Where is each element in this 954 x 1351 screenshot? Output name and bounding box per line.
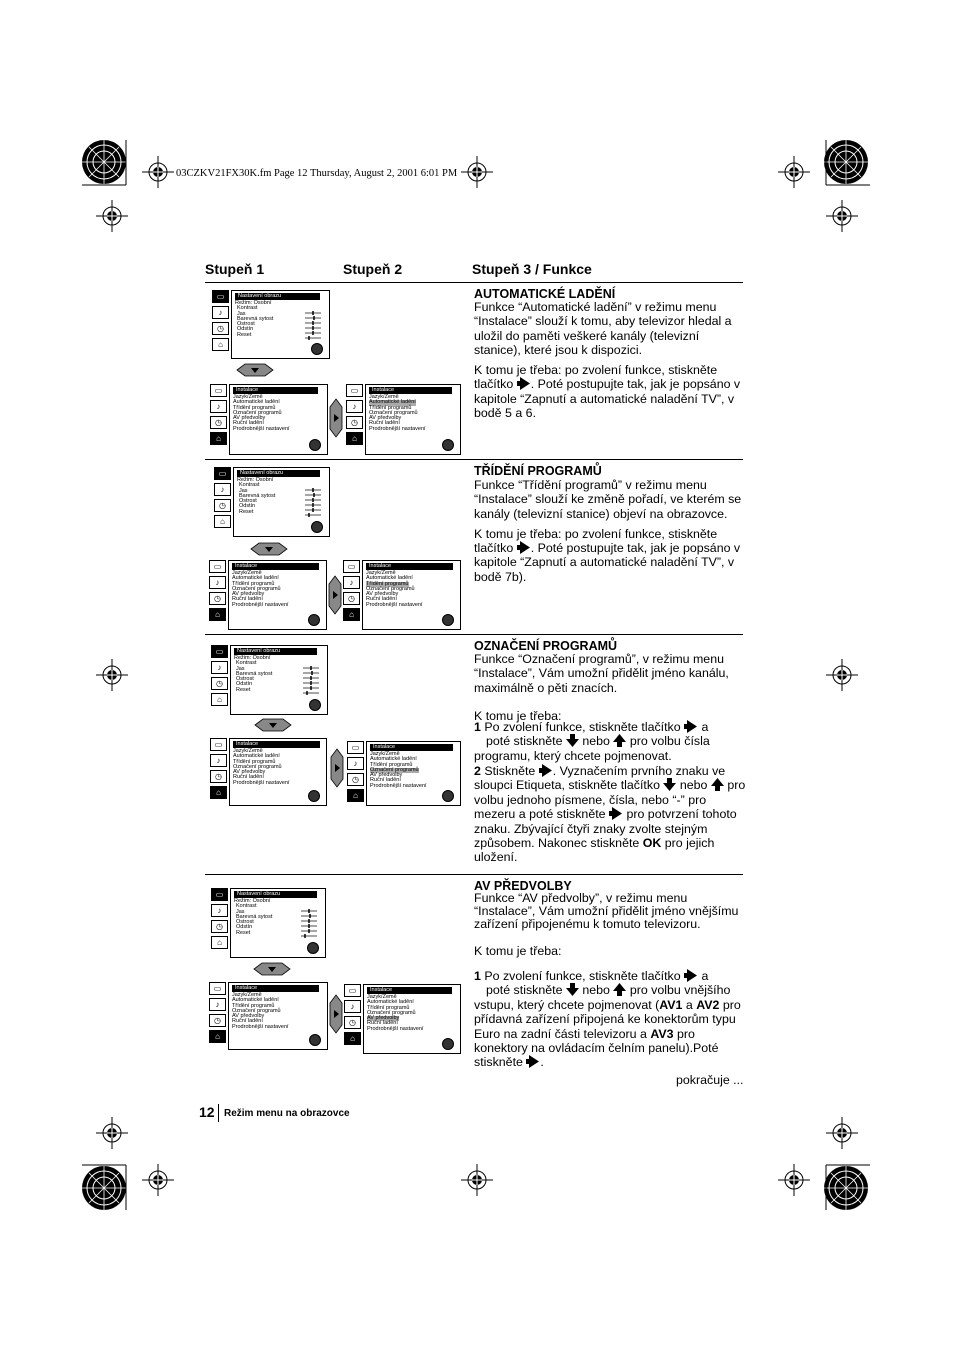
menu-item-highlighted: AV předvolby xyxy=(367,1015,400,1022)
menu-item: Kontrast xyxy=(236,660,257,667)
ok-button-icon xyxy=(442,614,454,626)
section-title: OZNAČENÍ PROGRAMŮ xyxy=(474,639,618,653)
menu-item: AV předvolby xyxy=(369,415,402,422)
menu-item: Odstín xyxy=(236,924,253,931)
text-span: a xyxy=(682,997,697,1012)
menu-item: Odstín xyxy=(239,503,256,510)
paragraph: Funkce “AV předvolby”, v režimu menu “Instalace”, Vám umožní přidělit jméno vnějšímu zařízení připojenému k tomuto televizoru. xyxy=(474,891,739,932)
menu-title: Nastavení obrazu xyxy=(234,891,317,898)
menu-item: Označení programů xyxy=(233,763,282,770)
right-arrow-icon xyxy=(684,969,698,982)
menu-item: Označení programů xyxy=(232,1007,281,1014)
menu-item: Automatické ladění xyxy=(367,999,414,1006)
text-span: pro přídavná zařízení připojená ke konektorům typu Euro na zadní části televizoru a xyxy=(474,997,741,1041)
av1-label: AV1 xyxy=(659,997,683,1012)
sound-icon: ♪ xyxy=(210,400,227,413)
toolbox-icon: ⌂ xyxy=(212,338,229,351)
menu-item: Ruční ladění xyxy=(233,774,264,781)
ok-button-icon xyxy=(308,790,320,802)
ok-button-icon xyxy=(442,1038,454,1050)
timer-icon: ◷ xyxy=(209,1014,226,1027)
menu-item: Prodrobnější nastavení xyxy=(232,601,289,608)
menu-item: Označení programů xyxy=(367,1009,416,1016)
text-span: nebo xyxy=(676,778,708,793)
menu-item: Ruční ladění xyxy=(366,596,397,603)
menu-item: Třídění programů xyxy=(232,580,275,587)
menu-item: Automatické ladění xyxy=(232,997,279,1004)
text-span: . Poté postupujte tak, jak je popsáno v kapitole “Zapnutí a automatické naladění TV”, v bodě 5 a 6. xyxy=(474,377,741,421)
paragraph xyxy=(474,527,746,584)
picture-icon: ▭ xyxy=(347,741,364,754)
menu-item: Barevná sytost xyxy=(239,492,276,499)
menu-item: Ruční ladění xyxy=(232,596,263,603)
menu-item: Ostrost xyxy=(236,676,254,683)
toolbox-icon: ⌂ xyxy=(344,1032,361,1045)
text-span: pro jejich uložení. xyxy=(474,836,715,865)
timer-icon: ◷ xyxy=(346,416,363,429)
toolbox-icon: ⌂ xyxy=(346,432,363,445)
down-navigation-icon xyxy=(235,362,275,378)
ok-button-icon xyxy=(308,614,320,626)
menu-item: Ostrost xyxy=(236,919,254,926)
menu-item: Ruční ladění xyxy=(369,420,400,427)
menu-title: Instalace xyxy=(233,387,318,394)
menu-item: Ruční ladění xyxy=(232,1018,263,1025)
menu-item: Automatické ladění xyxy=(366,575,413,582)
sound-icon: ♪ xyxy=(347,757,364,770)
step-2 xyxy=(474,764,746,865)
text-span: pro potvrzení tohoto znaku. Zbývající čtyři znaky zvolte stejným způsobem. Nakonec stiskněte xyxy=(474,807,737,851)
toolbox-icon: ⌂ xyxy=(210,432,227,445)
menu-item: Ostrost xyxy=(239,498,257,505)
picture-icon: ▭ xyxy=(346,384,363,397)
ok-button-icon xyxy=(442,439,454,451)
menu-item: Třídění programů xyxy=(370,761,413,768)
ok-button-icon xyxy=(309,1034,321,1046)
menu-item: Třídění programů xyxy=(233,404,276,411)
picture-icon: ▭ xyxy=(214,467,231,480)
down-navigation-icon xyxy=(252,961,292,977)
menu-item: Režim: Osobní xyxy=(237,477,274,483)
text-span: nebo xyxy=(578,734,610,749)
menu-item: Ruční ladění xyxy=(233,420,264,427)
level-bars xyxy=(301,909,317,941)
step-number: 2 xyxy=(474,764,481,778)
right-navigation-icon xyxy=(329,748,345,788)
menu-item: Jas xyxy=(236,665,245,672)
text-span: poté stiskněte xyxy=(486,734,563,749)
footer-divider xyxy=(218,1104,219,1122)
toolbox-icon: ⌂ xyxy=(211,693,228,706)
menu-item: Třídění programů xyxy=(233,758,276,765)
text-span: pro konektory na ovládacím čelním panelu).Poté stiskněte xyxy=(474,1026,719,1070)
menu-item: Prodrobnější nastavení xyxy=(366,601,423,608)
sound-icon: ♪ xyxy=(209,576,226,589)
menu-item: Barevná sytost xyxy=(236,670,273,677)
menu-item: Reset xyxy=(236,686,251,693)
toolbox-icon: ⌂ xyxy=(211,936,228,949)
right-arrow-icon xyxy=(609,807,623,820)
menu-item: Třídění programů xyxy=(369,404,412,411)
paragraph: Funkce “Třídění programů” v režimu menu “Instalace” slouží ke změně pořadí, ve kterém se kanály (televizní stanice) objeví na obrazovce. xyxy=(474,478,742,521)
picture-icon: ▭ xyxy=(211,645,228,658)
menu-item: Jas xyxy=(236,908,245,915)
menu-item: Jazyk/Země xyxy=(366,570,396,576)
text-span: . Poté postupujte tak, jak je popsáno v kapitole “Zapnutí a automatické naladění TV”, v bodě 7b). xyxy=(474,541,741,584)
timer-icon: ◷ xyxy=(210,770,227,783)
picture-icon: ▭ xyxy=(210,384,227,397)
section-body xyxy=(474,300,746,420)
menu-item: Reset xyxy=(236,929,251,936)
toolbox-icon: ⌂ xyxy=(210,786,227,799)
paragraph: K tomu je třeba: xyxy=(474,943,562,958)
menu-title: Instalace xyxy=(232,985,319,992)
up-arrow-icon xyxy=(711,778,724,791)
menu-item: AV předvolby xyxy=(232,1013,265,1020)
menu-item: Jazyk/Země xyxy=(370,751,400,757)
text-span: K tomu je třeba: po zvolení funkce, stiskněte tlačítko xyxy=(474,363,718,392)
picture-icon: ▭ xyxy=(343,560,360,573)
text-span: pro volbu čísla programu, který chcete pojmenovat. xyxy=(474,734,710,763)
right-arrow-icon xyxy=(539,764,553,777)
menu-item: Ruční ladění xyxy=(367,1020,398,1027)
text-span: nebo xyxy=(578,983,610,998)
menu-title: Instalace xyxy=(370,744,453,751)
menu-item: Režim: Osobní xyxy=(235,300,272,306)
menu-item: Kontrast xyxy=(239,482,260,489)
menu-item: Třídění programů xyxy=(367,1004,410,1011)
column-heading-step2: Stupeň 2 xyxy=(343,261,403,277)
text-span: Po zvolení funkce, stiskněte tlačítko xyxy=(480,969,681,983)
level-bars xyxy=(305,311,321,343)
menu-item: Jazyk/Země xyxy=(233,748,263,754)
right-arrow-icon xyxy=(517,377,531,390)
paragraph: K tomu je třeba: xyxy=(474,708,562,723)
text-span: Stiskněte xyxy=(480,764,536,778)
step-1 xyxy=(474,720,746,763)
menu-item: Reset xyxy=(239,508,254,515)
menu-item: Automatické ladění xyxy=(233,753,280,760)
menu-item: AV předvolby xyxy=(233,769,266,776)
right-arrow-icon xyxy=(684,720,698,733)
divider xyxy=(205,874,743,875)
menu-item: Automatické ladění xyxy=(370,756,417,763)
menu-item: Označení programů xyxy=(233,409,282,416)
menu-item: Jas xyxy=(237,310,246,317)
toolbox-icon: ⌂ xyxy=(343,608,360,621)
file-header: 03CZKV21FX30K.fm Page 12 Thursday, August 2, 2001 6:01 PM xyxy=(176,168,458,179)
sound-icon: ♪ xyxy=(210,754,227,767)
section-body xyxy=(474,892,746,958)
text-span: . Vyznačením prvního znaku ve sloupci Etiqueta, stiskněte tlačítko xyxy=(474,764,726,793)
text-span: a xyxy=(698,969,709,983)
ok-button-icon xyxy=(309,699,321,711)
picture-icon: ▭ xyxy=(344,984,361,997)
menu-item: Režim: Osobní xyxy=(234,898,271,904)
menu-item: Prodrobnější nastavení xyxy=(370,782,427,789)
text-span: pro volbu vnějšího vstupu, který chcete pojmenovat ( xyxy=(474,983,731,1012)
menu-item: Kontrast xyxy=(237,305,258,312)
menu-item: Prodrobnější nastavení xyxy=(233,779,290,786)
ok-button-icon xyxy=(307,942,319,954)
right-arrow-icon xyxy=(526,1055,540,1068)
step-number: 1 xyxy=(474,720,481,734)
menu-item-highlighted: Označení programů xyxy=(370,766,419,773)
sound-icon: ♪ xyxy=(212,306,229,319)
ok-button-icon xyxy=(442,790,454,802)
timer-icon: ◷ xyxy=(211,677,228,690)
menu-item: Automatické ladění xyxy=(232,575,279,582)
menu-item: Režim: Osobní xyxy=(234,655,271,661)
footer-section-name: Režim menu na obrazovce xyxy=(224,1108,350,1119)
menu-item: Jazyk/Země xyxy=(369,394,399,400)
menu-title: Nastavení obrazu xyxy=(235,293,320,300)
ok-button-icon xyxy=(311,343,323,355)
toolbox-icon: ⌂ xyxy=(209,608,226,621)
menu-title: Instalace xyxy=(232,563,319,570)
sound-icon: ♪ xyxy=(211,661,228,674)
timer-icon: ◷ xyxy=(347,773,364,786)
ok-label: OK xyxy=(642,836,662,851)
menu-title: Instalace xyxy=(233,741,320,748)
toolbox-icon: ⌂ xyxy=(347,789,364,802)
menu-item: Označení programů xyxy=(366,585,415,592)
menu-title: Nastavení obrazu xyxy=(237,470,320,477)
menu-item: Jazyk/Země xyxy=(232,992,262,998)
step-number: 1 xyxy=(474,969,481,983)
step-1 xyxy=(474,969,746,1070)
menu-item: Jazyk/Země xyxy=(367,994,397,1000)
down-arrow-icon xyxy=(566,983,579,996)
menu-item: Třídění programů xyxy=(232,1002,275,1009)
menu-item: Označení programů xyxy=(232,585,281,592)
column-heading-step3: Stupeň 3 / Funkce xyxy=(472,261,592,277)
up-arrow-icon xyxy=(613,983,626,996)
section-title: AUTOMATICKÉ LADĚNÍ xyxy=(474,287,616,301)
text-span: poté stiskněte xyxy=(486,983,563,998)
timer-icon: ◷ xyxy=(211,920,228,933)
menu-item: Jas xyxy=(239,487,248,494)
up-arrow-icon xyxy=(613,734,626,747)
menu-item: Kontrast xyxy=(236,903,257,910)
divider xyxy=(205,459,743,460)
paragraph: Funkce “Automatické ladění” v režimu menu “Instalace” slouží k tomu, aby televizor hledal a uložil do paměti veškeré kanály (televizní stanice), které jsou k dispozici. xyxy=(474,300,732,357)
right-navigation-icon xyxy=(328,398,344,438)
paragraph: Funkce “Označení programů”, v režimu menu “Instalace”, Vám umožní přidělit jméno kanálu, maximálně o pěti znacích. xyxy=(474,652,729,695)
toolbox-icon: ⌂ xyxy=(209,1030,226,1043)
menu-item: AV předvolby xyxy=(370,772,403,779)
right-navigation-icon xyxy=(328,994,344,1034)
timer-icon: ◷ xyxy=(344,1016,361,1029)
section-title: TŘÍDĚNÍ PROGRAMŮ xyxy=(474,464,602,478)
menu-item: Jazyk/Země xyxy=(233,394,263,400)
picture-icon: ▭ xyxy=(212,290,229,303)
text-span: pro volbu jednoho písmene, čísla, nebo “-” pro mezeru a poté stiskněte xyxy=(474,778,746,822)
text-span: a xyxy=(698,720,709,734)
menu-item: Automatické ladění xyxy=(233,399,280,406)
picture-icon: ▭ xyxy=(209,982,226,995)
av2-label: AV2 xyxy=(696,997,720,1012)
level-bars xyxy=(303,666,319,698)
menu-title: Instalace xyxy=(366,563,453,570)
picture-icon: ▭ xyxy=(210,738,227,751)
sound-icon: ♪ xyxy=(209,998,226,1011)
down-arrow-icon xyxy=(566,734,579,747)
text-span: K tomu je třeba: po zvolení funkce, stiskněte tlačítko xyxy=(474,526,718,556)
divider xyxy=(205,282,743,283)
menu-item-highlighted: Automatické ladění xyxy=(369,399,416,406)
menu-item: Odstín xyxy=(236,681,253,688)
toolbox-icon: ⌂ xyxy=(214,515,231,528)
right-navigation-icon xyxy=(327,575,343,615)
timer-icon: ◷ xyxy=(209,592,226,605)
timer-icon: ◷ xyxy=(214,499,231,512)
sound-icon: ♪ xyxy=(214,483,231,496)
menu-item: Ostrost xyxy=(237,321,255,328)
page-number: 12 xyxy=(199,1104,215,1120)
menu-item: Barevná sytost xyxy=(237,315,274,322)
sound-icon: ♪ xyxy=(346,400,363,413)
continued-label: pokračuje ... xyxy=(676,1073,744,1087)
menu-title: Nastavení obrazu xyxy=(234,648,317,655)
divider xyxy=(205,634,743,635)
menu-item-highlighted: Třídění programů xyxy=(366,580,409,587)
menu-item: Prodrobnější nastavení xyxy=(369,425,426,432)
ok-button-icon xyxy=(309,439,321,451)
sound-icon: ♪ xyxy=(343,576,360,589)
menu-item: AV předvolby xyxy=(366,591,399,598)
menu-item: AV předvolby xyxy=(233,415,266,422)
down-arrow-icon xyxy=(663,778,676,791)
section-title: AV PŘEDVOLBY xyxy=(474,879,572,893)
level-bars xyxy=(305,488,321,520)
section-body xyxy=(474,478,746,584)
menu-title: Instalace xyxy=(367,987,452,994)
timer-icon: ◷ xyxy=(212,322,229,335)
down-navigation-icon xyxy=(249,541,289,557)
sound-icon: ♪ xyxy=(211,904,228,917)
timer-icon: ◷ xyxy=(343,592,360,605)
sound-icon: ♪ xyxy=(344,1000,361,1013)
menu-item: AV předvolby xyxy=(232,591,265,598)
menu-item: Označení programů xyxy=(369,409,418,416)
timer-icon: ◷ xyxy=(210,416,227,429)
menu-item: Prodrobnější nastavení xyxy=(232,1023,289,1030)
menu-item: Ruční ladění xyxy=(370,777,401,784)
menu-title: Instalace xyxy=(369,387,452,394)
text-span: . xyxy=(540,1055,544,1070)
menu-item: Odstín xyxy=(237,326,254,333)
menu-item: Prodrobnější nastavení xyxy=(233,425,290,432)
section-body xyxy=(474,652,746,723)
menu-item: Reset xyxy=(237,331,252,338)
menu-item: Jazyk/Země xyxy=(232,570,262,576)
right-arrow-icon xyxy=(517,541,531,554)
menu-item: Barevná sytost xyxy=(236,913,273,920)
down-navigation-icon xyxy=(253,717,293,733)
column-heading-step1: Stupeň 1 xyxy=(205,261,265,277)
paragraph xyxy=(474,363,746,420)
picture-icon: ▭ xyxy=(209,560,226,573)
ok-button-icon xyxy=(311,521,323,533)
av3-label: AV3 xyxy=(650,1026,674,1041)
menu-item: Prodrobnější nastavení xyxy=(367,1025,424,1032)
picture-icon: ▭ xyxy=(211,888,228,901)
text-span: Po zvolení funkce, stiskněte tlačítko xyxy=(480,720,681,734)
